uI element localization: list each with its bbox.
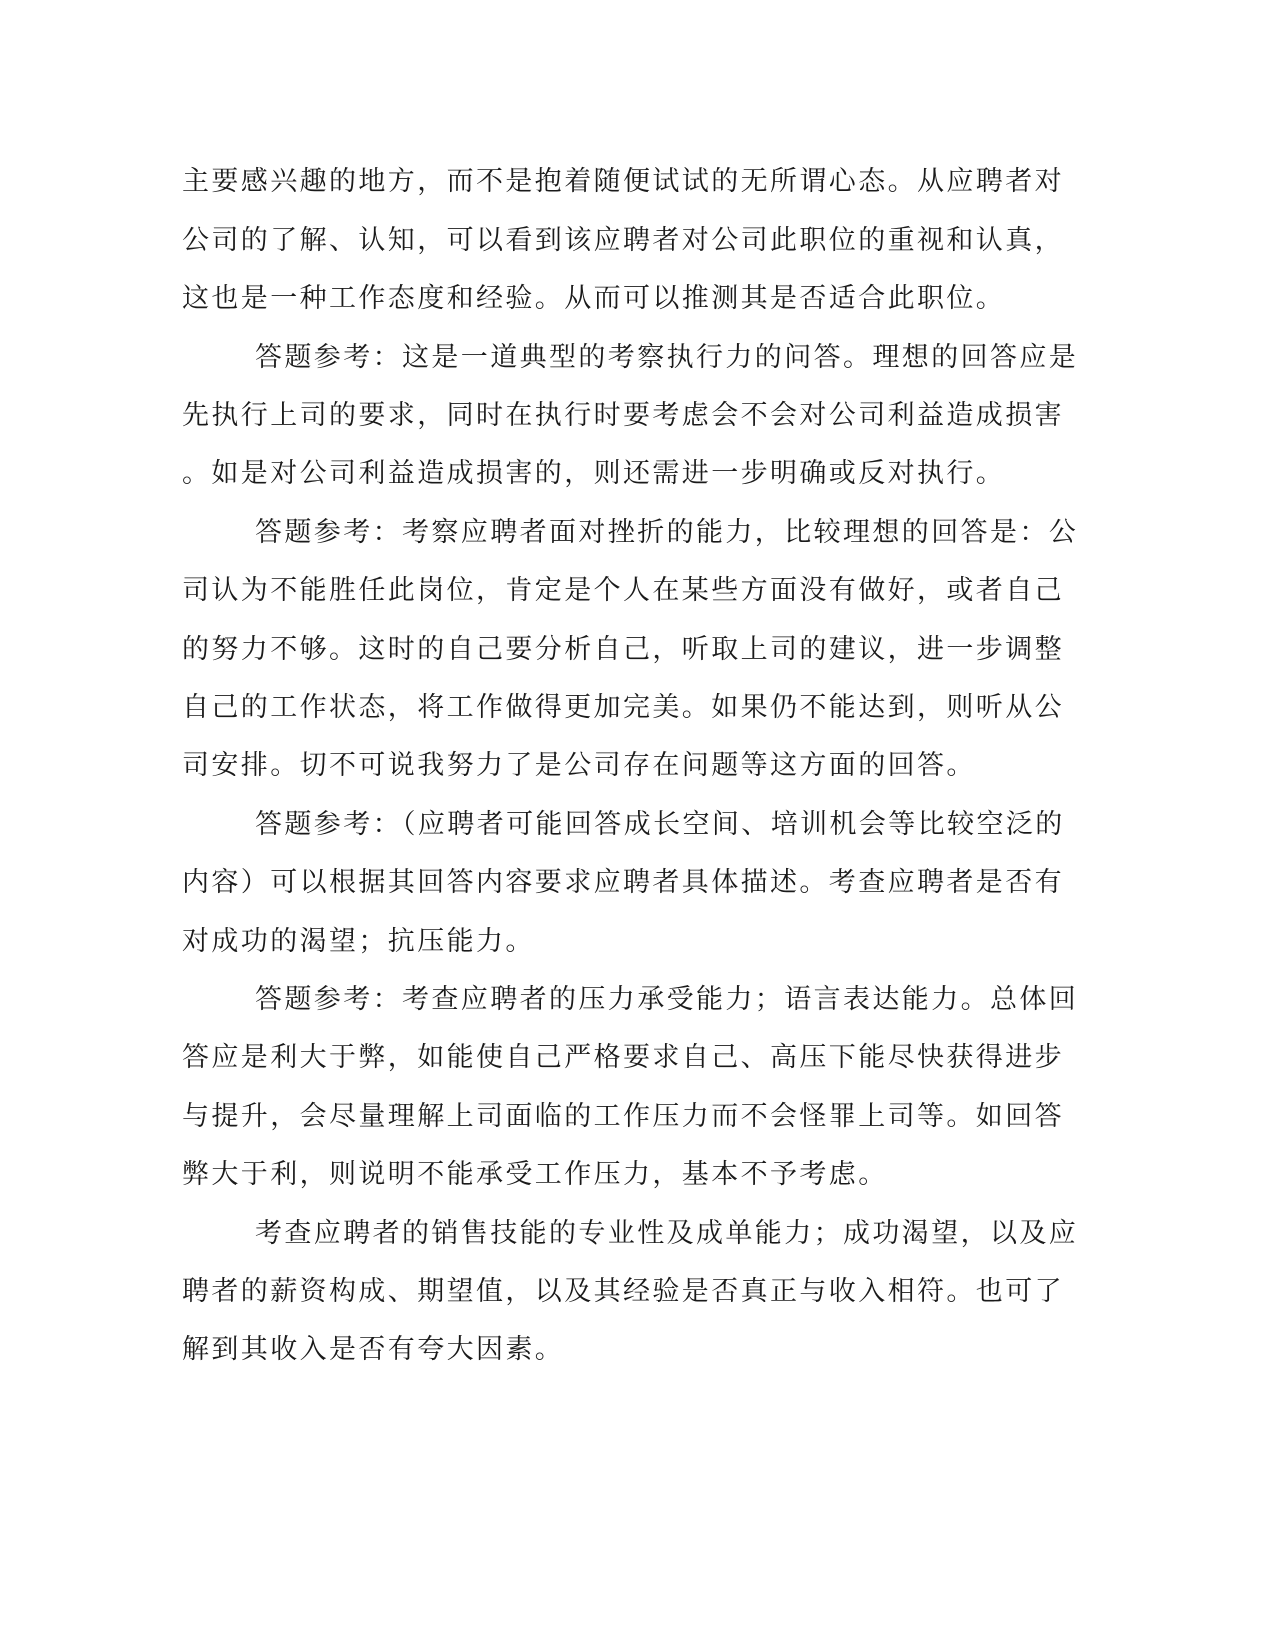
text-line-7: 答题参考：考察应聘者面对挫折的能力，比较理想的回答是：公 <box>255 517 1079 548</box>
text-line-21: 解到其收入是否有夸大因素。 <box>182 1334 565 1365</box>
text-line-8: 司认为不能胜任此岗位，肯定是个人在某些方面没有做好，或者自己 <box>182 575 1064 606</box>
text-line-18: 弊大于利，则说明不能承受工作压力，基本不予考虑。 <box>182 1159 888 1190</box>
text-line-6: 。如是对公司利益造成损害的，则还需进一步明确或反对执行。 <box>182 458 1006 489</box>
text-line-3: 这也是一种工作态度和经验。从而可以推测其是否适合此职位。 <box>182 283 1006 314</box>
text-line-16: 答应是利大于弊，如能使自己严格要求自己、高压下能尽快获得进步 <box>182 1042 1064 1073</box>
text-line-11: 司安排。切不可说我努力了是公司存在问题等这方面的回答。 <box>182 750 976 781</box>
text-line-4: 答题参考：这是一道典型的考察执行力的问答。理想的回答应是 <box>255 342 1079 373</box>
text-line-5: 先执行上司的要求，同时在执行时要考虑会不会对公司利益造成损害 <box>182 400 1064 431</box>
text-line-12: 答题参考：（应聘者可能回答成长空间、培训机会等比较空泛的 <box>255 809 1065 840</box>
text-line-15: 答题参考：考查应聘者的压力承受能力；语言表达能力。总体回 <box>255 984 1079 1015</box>
text-line-9: 的努力不够。这时的自己要分析自己，听取上司的建议，进一步调整 <box>182 634 1064 665</box>
text-line-20: 聘者的薪资构成、期望值，以及其经验是否真正与收入相符。也可了 <box>182 1276 1064 1307</box>
text-line-2: 公司的了解、认知，可以看到该应聘者对公司此职位的重视和认真， <box>182 225 1064 256</box>
text-line-1: 主要感兴趣的地方，而不是抱着随便试试的无所谓心态。从应聘者对 <box>182 166 1064 197</box>
text-line-14: 对成功的渴望；抗压能力。 <box>182 926 535 957</box>
text-line-19: 考查应聘者的销售技能的专业性及成单能力；成功渴望，以及应 <box>255 1218 1079 1249</box>
text-line-17: 与提升，会尽量理解上司面临的工作压力而不会怪罪上司等。如回答 <box>182 1101 1064 1132</box>
text-line-10: 自己的工作状态，将工作做得更加完美。如果仍不能达到，则听从公 <box>182 692 1064 723</box>
text-line-13: 内容）可以根据其回答内容要求应聘者具体描述。考查应聘者是否有 <box>182 867 1064 898</box>
